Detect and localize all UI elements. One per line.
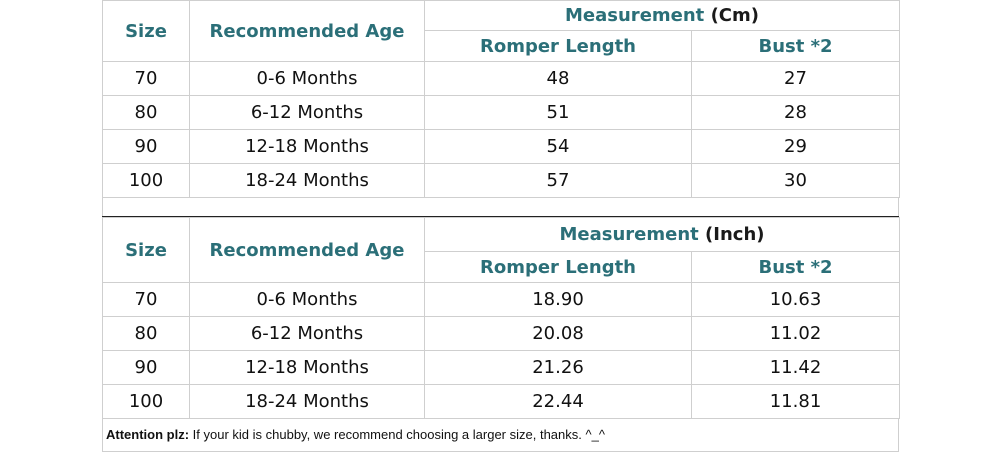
table-gap — [102, 197, 899, 216]
cell-length: 18.90 — [425, 283, 692, 317]
cell-bust: 11.02 — [692, 317, 900, 351]
cell-size: 100 — [103, 164, 190, 198]
header-measurement — [425, 1, 900, 31]
size-table-inch — [102, 217, 900, 419]
cell-age: 12-18 Months — [190, 130, 425, 164]
cell-bust: 11.42 — [692, 351, 900, 385]
measurement-unit: (Cm) — [710, 5, 759, 26]
note-text: If your kid is chubby, we recommend choosing a larger size, thanks. ^_^ — [189, 427, 605, 442]
header-bust: Bust *2 — [692, 31, 900, 62]
cell-bust: 10.63 — [692, 283, 900, 317]
cell-length: 22.44 — [425, 385, 692, 419]
table-row — [103, 62, 900, 96]
measurement-unit: (Inch) — [705, 224, 765, 245]
header-romper-length: Romper Length — [425, 252, 692, 283]
table-row — [103, 385, 900, 419]
cell-age: 0-6 Months — [190, 283, 425, 317]
cell-length: 20.08 — [425, 317, 692, 351]
table-row — [103, 283, 900, 317]
header-recommended-age: Recommended Age — [190, 218, 425, 283]
table-row — [103, 130, 900, 164]
table-row — [103, 317, 900, 351]
cell-size: 70 — [103, 62, 190, 96]
cell-length: 57 — [425, 164, 692, 198]
cell-length: 48 — [425, 62, 692, 96]
cell-length: 54 — [425, 130, 692, 164]
cell-length: 21.26 — [425, 351, 692, 385]
table-row — [103, 164, 900, 198]
cell-age: 18-24 Months — [190, 385, 425, 419]
header-romper-length: Romper Length — [425, 31, 692, 62]
cell-age: 0-6 Months — [190, 62, 425, 96]
cell-length: 51 — [425, 96, 692, 130]
cell-size: 80 — [103, 96, 190, 130]
cell-size: 90 — [103, 351, 190, 385]
header-recommended-age: Recommended Age — [190, 1, 425, 62]
table-row — [103, 351, 900, 385]
cell-age: 12-18 Months — [190, 351, 425, 385]
cell-bust: 29 — [692, 130, 900, 164]
cell-age: 6-12 Months — [190, 317, 425, 351]
cell-size: 70 — [103, 283, 190, 317]
cell-size: 80 — [103, 317, 190, 351]
measurement-label: Measurement — [565, 5, 705, 26]
cell-bust: 30 — [692, 164, 900, 198]
cell-size: 100 — [103, 385, 190, 419]
cell-age: 6-12 Months — [190, 96, 425, 130]
header-bust: Bust *2 — [692, 252, 900, 283]
measurement-label: Measurement — [559, 224, 699, 245]
cell-size: 90 — [103, 130, 190, 164]
header-size: Size — [103, 218, 190, 283]
cell-bust: 28 — [692, 96, 900, 130]
size-table-cm — [102, 0, 900, 198]
attention-note — [102, 418, 899, 452]
header-measurement — [425, 218, 900, 252]
cell-bust: 11.81 — [692, 385, 900, 419]
cell-bust: 27 — [692, 62, 900, 96]
table-row — [103, 96, 900, 130]
cell-age: 18-24 Months — [190, 164, 425, 198]
header-size: Size — [103, 1, 190, 62]
note-label: Attention plz: — [106, 427, 190, 442]
